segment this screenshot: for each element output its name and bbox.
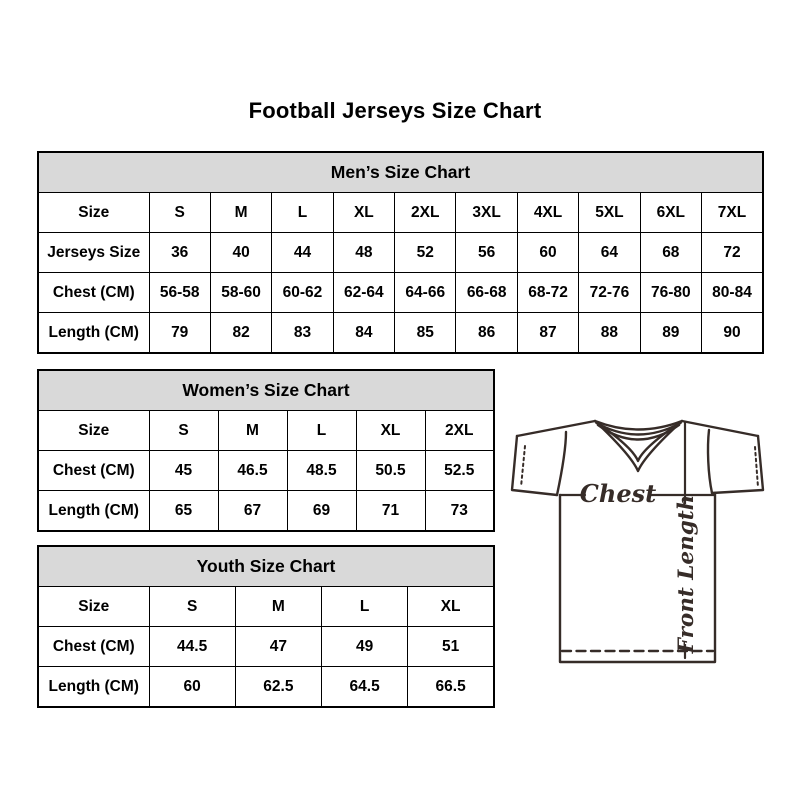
left-sleeve-stitch-line: [521, 446, 525, 487]
value-cell: 72: [702, 233, 763, 273]
table-row: [38, 193, 763, 233]
value-cell: L: [287, 411, 356, 451]
value-cell: 6XL: [640, 193, 701, 233]
value-cell: S: [149, 193, 210, 233]
row-label-cell: Chest (CM): [38, 273, 149, 313]
value-cell: 79: [149, 313, 210, 354]
value-cell: 60: [149, 667, 235, 708]
value-cell: 60-62: [272, 273, 333, 313]
jersey-measurement-diagram: [506, 398, 778, 672]
value-cell: 80-84: [702, 273, 763, 313]
value-cell: 67: [218, 491, 287, 532]
value-cell: 62-64: [333, 273, 394, 313]
value-cell: 36: [149, 233, 210, 273]
table-title-row: [38, 370, 494, 411]
value-cell: 64-66: [395, 273, 456, 313]
row-label-cell: Size: [38, 411, 149, 451]
jersey-left-armhole-seam: [557, 432, 566, 495]
table-row: [38, 587, 494, 627]
right-sleeve-stitch-line: [755, 447, 758, 487]
row-label-cell: Length (CM): [38, 313, 149, 354]
value-cell: XL: [356, 411, 425, 451]
value-cell: 49: [322, 627, 408, 667]
value-cell: 85: [395, 313, 456, 354]
table-row: [38, 313, 763, 354]
value-cell: 88: [579, 313, 640, 354]
value-cell: 50.5: [356, 451, 425, 491]
page-title: Football Jerseys Size Chart: [248, 98, 542, 123]
value-cell: 66.5: [408, 667, 494, 708]
womens-table-title: Women’s Size Chart: [38, 370, 494, 411]
value-cell: 76-80: [640, 273, 701, 313]
table-row: [38, 233, 763, 273]
row-label-cell: Length (CM): [38, 491, 149, 532]
chest-label: Chest: [579, 479, 657, 508]
value-cell: 40: [210, 233, 271, 273]
value-cell: M: [210, 193, 271, 233]
value-cell: 82: [210, 313, 271, 354]
value-cell: S: [149, 587, 235, 627]
value-cell: 2XL: [395, 193, 456, 233]
table-row: [38, 411, 494, 451]
value-cell: 68-72: [517, 273, 578, 313]
value-cell: 3XL: [456, 193, 517, 233]
table-row: [38, 491, 494, 532]
mens-table-title: Men’s Size Chart: [38, 152, 763, 193]
value-cell: 71: [356, 491, 425, 532]
value-cell: 72-76: [579, 273, 640, 313]
row-label-cell: Size: [38, 587, 149, 627]
value-cell: 48: [333, 233, 394, 273]
value-cell: M: [235, 587, 321, 627]
jersey-right-shoulder: [682, 421, 758, 436]
value-cell: M: [218, 411, 287, 451]
value-cell: 66-68: [456, 273, 517, 313]
value-cell: 52.5: [425, 451, 494, 491]
value-cell: XL: [408, 587, 494, 627]
jersey-left-sleeve: [512, 436, 557, 495]
value-cell: 62.5: [235, 667, 321, 708]
value-cell: L: [322, 587, 408, 627]
table-title-row: [38, 152, 763, 193]
value-cell: 87: [517, 313, 578, 354]
value-cell: S: [149, 411, 218, 451]
row-label-cell: Chest (CM): [38, 627, 149, 667]
value-cell: 4XL: [517, 193, 578, 233]
value-cell: XL: [333, 193, 394, 233]
mens-size-table: [37, 151, 764, 354]
value-cell: 64: [579, 233, 640, 273]
value-cell: 84: [333, 313, 394, 354]
womens-size-table: [37, 369, 495, 532]
row-label-cell: Jerseys Size: [38, 233, 149, 273]
value-cell: 56: [456, 233, 517, 273]
table-row: [38, 627, 494, 667]
value-cell: 5XL: [579, 193, 640, 233]
value-cell: 44.5: [149, 627, 235, 667]
table-title-row: [38, 546, 494, 587]
table-row: [38, 667, 494, 708]
value-cell: 69: [287, 491, 356, 532]
value-cell: 58-60: [210, 273, 271, 313]
jersey-right-armhole-seam: [708, 430, 712, 493]
value-cell: 47: [235, 627, 321, 667]
value-cell: 7XL: [702, 193, 763, 233]
table-row: [38, 273, 763, 313]
front-length-label: Front Length: [674, 494, 699, 654]
value-cell: 65: [149, 491, 218, 532]
value-cell: 45: [149, 451, 218, 491]
value-cell: 44: [272, 233, 333, 273]
row-label-cell: Size: [38, 193, 149, 233]
value-cell: 60: [517, 233, 578, 273]
value-cell: 48.5: [287, 451, 356, 491]
row-label-cell: Chest (CM): [38, 451, 149, 491]
value-cell: 73: [425, 491, 494, 532]
value-cell: 52: [395, 233, 456, 273]
value-cell: 51: [408, 627, 494, 667]
value-cell: L: [272, 193, 333, 233]
value-cell: 68: [640, 233, 701, 273]
value-cell: 46.5: [218, 451, 287, 491]
value-cell: 86: [456, 313, 517, 354]
jersey-left-shoulder: [517, 421, 595, 436]
value-cell: 90: [702, 313, 763, 354]
value-cell: 56-58: [149, 273, 210, 313]
youth-size-table: [37, 545, 495, 708]
row-label-cell: Length (CM): [38, 667, 149, 708]
value-cell: 89: [640, 313, 701, 354]
value-cell: 64.5: [322, 667, 408, 708]
value-cell: 83: [272, 313, 333, 354]
jersey-diagram-svg: [506, 398, 778, 672]
youth-table-title: Youth Size Chart: [38, 546, 494, 587]
table-row: [38, 451, 494, 491]
value-cell: 2XL: [425, 411, 494, 451]
